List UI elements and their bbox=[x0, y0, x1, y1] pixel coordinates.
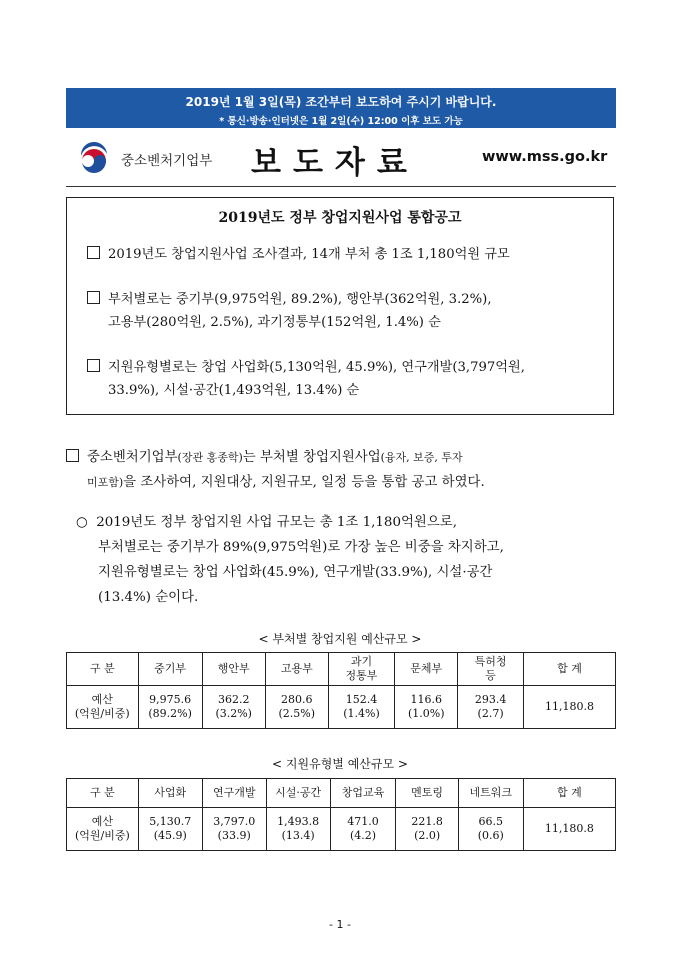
site-url[interactable]: www.mss.go.kr bbox=[482, 149, 608, 165]
table-row bbox=[67, 686, 616, 729]
table-cell: 116.6 (1.0%) bbox=[395, 686, 458, 729]
summary-item bbox=[87, 288, 597, 334]
table-cell: 66.5 (0.6) bbox=[458, 808, 523, 851]
body-paragraph-1 bbox=[66, 445, 616, 495]
table-header-cell: 구 분 bbox=[67, 779, 139, 808]
text: (장관 홍종학) bbox=[177, 451, 243, 464]
summary-item bbox=[87, 243, 597, 266]
checkbox-square-icon bbox=[87, 359, 100, 372]
table-cell: 5,130.7 (45.9) bbox=[138, 808, 202, 851]
table-cell: 1,493.8 (13.4) bbox=[266, 808, 330, 851]
bullet-icon: ○ bbox=[76, 515, 88, 530]
summary-text: 2019년도 창업지원사업 조사결과, 14개 부처 총 1조 1,180억원 규모 bbox=[108, 247, 510, 262]
text: 을 조사하여, 지원대상, 지원규모, 일정 등을 통합 공고 하였다. bbox=[123, 475, 485, 490]
summary-box bbox=[66, 197, 614, 415]
org-name: 중소벤처기업부 bbox=[121, 153, 213, 169]
text: 미포함) bbox=[87, 476, 124, 489]
table-header-cell: 창업교육 bbox=[330, 779, 396, 808]
page-number: - 1 - bbox=[329, 918, 351, 931]
header-divider bbox=[66, 186, 616, 187]
embargo-note: * 통신·방송·인터넷은 1월 2일(수) 12:00 이후 보도 가능 bbox=[219, 116, 463, 127]
table-header-cell: 구 분 bbox=[67, 653, 139, 686]
table-row-label: 예산 (억원/비중) bbox=[67, 808, 139, 851]
table2-caption: < 지원유형별 예산규모 > bbox=[272, 757, 408, 771]
text: 지원유형별로는 창업 사업화(45.9%), 연구개발(33.9%), 시설·공간 bbox=[98, 565, 493, 580]
government-taegeuk-logo-icon bbox=[76, 141, 112, 177]
checkbox-square-icon bbox=[87, 291, 100, 304]
summary-title: 2019년도 정부 창업지원사업 통합공고 bbox=[218, 210, 462, 226]
table-header-cell: 연구개발 bbox=[202, 779, 266, 808]
summary-text: 고용부(280억원, 2.5%), 과기정통부(152억원, 1.4%) 순 bbox=[108, 315, 441, 330]
table-cell: 221.8 (2.0) bbox=[396, 808, 458, 851]
text: 중소벤처기업부 bbox=[87, 450, 178, 465]
table-header-cell: 사업화 bbox=[138, 779, 202, 808]
table-type-budget bbox=[66, 778, 616, 851]
checkbox-square-icon bbox=[66, 449, 79, 462]
text: 부처별로는 중기부가 89%(9,975억원)로 가장 높은 비중을 차지하고, bbox=[98, 540, 504, 555]
table-cell: 280.6 (2.5%) bbox=[265, 686, 328, 729]
table-cell: 9,975.6 (89.2%) bbox=[138, 686, 202, 729]
table-row bbox=[67, 808, 616, 851]
table-header-cell: 멘토링 bbox=[396, 779, 458, 808]
summary-text: 지원유형별로는 창업 사업화(5,130억원, 45.9%), 연구개발(3,797억원, bbox=[108, 360, 525, 375]
table-header-row bbox=[67, 653, 616, 686]
table-header-cell: 합 계 bbox=[523, 653, 615, 686]
table-header-cell: 행안부 bbox=[202, 653, 265, 686]
table-row-label: 예산 (억원/비중) bbox=[67, 686, 139, 729]
embargo-banner bbox=[66, 88, 616, 128]
table-header-cell: 네트워크 bbox=[458, 779, 523, 808]
checkbox-square-icon bbox=[87, 246, 100, 259]
table-header-cell: 특허청 등 bbox=[458, 653, 524, 686]
summary-text: 33.9%), 시설·공간(1,493억원, 13.4%) 순 bbox=[108, 383, 360, 398]
table-header-cell: 합 계 bbox=[523, 779, 615, 808]
text: (13.4%) 순이다. bbox=[98, 590, 199, 605]
table-header-cell: 고용부 bbox=[265, 653, 328, 686]
text: (융자, 보증, 투자 bbox=[380, 451, 463, 464]
table-cell: 3,797.0 (33.9) bbox=[202, 808, 266, 851]
table-header-cell: 중기부 bbox=[138, 653, 202, 686]
summary-text: 부처별로는 중기부(9,975억원, 89.2%), 행안부(362억원, 3.2%), bbox=[108, 292, 492, 307]
table-cell: 293.4 (2.7) bbox=[458, 686, 524, 729]
table-ministry-budget bbox=[66, 652, 616, 729]
text: 2019년도 정부 창업지원 사업 규모는 총 1조 1,180억원으로, bbox=[96, 515, 457, 530]
table-header-cell: 시설·공간 bbox=[266, 779, 330, 808]
table-cell: 11,180.8 bbox=[523, 686, 615, 729]
table-cell: 471.0 (4.2) bbox=[330, 808, 396, 851]
table-header-row bbox=[67, 779, 616, 808]
summary-item bbox=[87, 356, 597, 402]
table-header-cell: 과기 정통부 bbox=[328, 653, 394, 686]
table-cell: 152.4 (1.4%) bbox=[328, 686, 394, 729]
table1-caption: < 부처별 창업지원 예산규모 > bbox=[258, 632, 422, 646]
table-cell: 11,180.8 bbox=[523, 808, 615, 851]
press-header bbox=[66, 135, 616, 185]
table-cell: 362.2 (3.2%) bbox=[202, 686, 265, 729]
table-header-cell: 문체부 bbox=[395, 653, 458, 686]
embargo-line: 2019년 1월 3일(목) 조간부터 보도하여 주시기 바랍니다. bbox=[185, 95, 497, 109]
press-title: 보도자료 bbox=[251, 145, 419, 181]
text: 는 부처별 창업지원사업 bbox=[242, 450, 381, 465]
body-paragraph-2 bbox=[76, 510, 616, 610]
